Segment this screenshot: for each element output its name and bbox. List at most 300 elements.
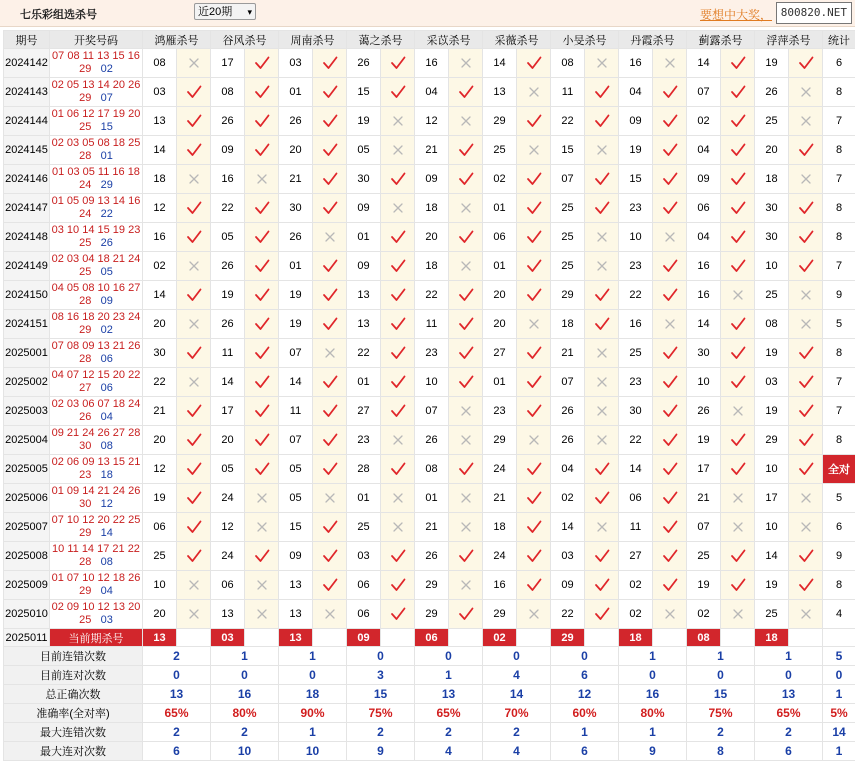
kill-number-cell: 19 (347, 107, 381, 136)
kill-number-cell: 06 (483, 223, 517, 252)
current-kill-number: 13 (143, 629, 177, 647)
result-mark-cell (653, 223, 687, 252)
result-mark-cell (177, 107, 211, 136)
kill-number-cell: 09 (211, 136, 245, 165)
count-cell: 5 (823, 484, 855, 513)
draw-numbers-cell (50, 513, 143, 542)
cross-icon (593, 402, 611, 420)
kill-number-cell: 18 (551, 310, 585, 339)
kill-number-cell: 13 (143, 107, 177, 136)
result-mark-cell (585, 484, 619, 513)
kill-number-cell: 07 (415, 397, 449, 426)
kill-number-cell: 10 (755, 455, 789, 484)
check-icon (389, 228, 407, 246)
check-icon (321, 431, 339, 449)
result-mark-cell (381, 136, 415, 165)
kill-number-cell: 13 (347, 310, 381, 339)
kill-number-cell: 02 (687, 107, 721, 136)
check-icon (729, 54, 747, 72)
check-icon (525, 576, 543, 594)
empty-cell (381, 629, 415, 647)
kill-number-cell: 01 (483, 194, 517, 223)
current-period-row (4, 629, 855, 647)
stat-value: 2 (755, 723, 823, 742)
result-mark-cell (177, 78, 211, 107)
kill-number-cell: 25 (551, 194, 585, 223)
draw-special-blue: 06 (100, 382, 113, 394)
stat-label: 目前连对次数 (4, 666, 143, 685)
kill-number-cell: 23 (415, 339, 449, 368)
check-icon (797, 141, 815, 159)
draw-special-blue: 04 (100, 585, 113, 597)
check-icon (661, 112, 679, 130)
result-mark-cell (245, 397, 279, 426)
current-kill-number: 08 (687, 629, 721, 647)
result-mark-cell (721, 136, 755, 165)
check-icon (253, 344, 271, 362)
draw-numbers-cell (50, 165, 143, 194)
check-icon (253, 286, 271, 304)
current-kill-number: 18 (755, 629, 789, 647)
kill-number-cell: 22 (551, 600, 585, 629)
check-icon (729, 315, 747, 333)
stat-value: 0 (211, 666, 279, 685)
check-icon (389, 605, 407, 623)
check-icon (593, 83, 611, 101)
kill-number-cell: 02 (619, 571, 653, 600)
stat-value: 65% (143, 704, 211, 723)
check-icon (661, 547, 679, 565)
result-mark-cell (177, 252, 211, 281)
check-icon (661, 489, 679, 507)
stat-value: 80% (619, 704, 687, 723)
period-cell: 2025001 (4, 339, 50, 368)
result-mark-cell (585, 165, 619, 194)
result-mark-cell (517, 571, 551, 600)
result-mark-cell (381, 165, 415, 194)
draw-extra-red: 26 (79, 411, 92, 423)
cross-icon (593, 431, 611, 449)
draw-extra-numbers (50, 237, 142, 250)
result-mark-cell (517, 223, 551, 252)
count-cell: 6 (823, 513, 855, 542)
stat-value: 0 (687, 666, 755, 685)
table-row (4, 223, 855, 252)
empty-cell (245, 629, 279, 647)
kill-number-cell: 05 (211, 223, 245, 252)
result-mark-cell (653, 165, 687, 194)
kill-number-cell: 25 (551, 252, 585, 281)
check-icon (797, 199, 815, 217)
stat-value: 6 (143, 742, 211, 761)
result-mark-cell (381, 310, 415, 339)
kill-number-cell: 29 (415, 600, 449, 629)
draw-extra-numbers (50, 556, 142, 569)
result-mark-cell (449, 484, 483, 513)
count-cell: 9 (823, 281, 855, 310)
kill-number-cell: 19 (755, 339, 789, 368)
cross-icon (729, 402, 747, 420)
result-mark-cell (789, 426, 823, 455)
check-icon (729, 199, 747, 217)
result-mark-cell (721, 223, 755, 252)
draw-numbers-cell (50, 223, 143, 252)
result-mark-cell (789, 600, 823, 629)
draw-special-blue: 05 (100, 266, 113, 278)
result-mark-cell (653, 136, 687, 165)
result-mark-cell (585, 49, 619, 78)
result-mark-cell (381, 455, 415, 484)
check-icon (797, 373, 815, 391)
kill-number-cell: 04 (551, 455, 585, 484)
cross-icon (457, 54, 475, 72)
draw-main-numbers: 02 03 04 18 21 24 (51, 253, 141, 265)
draw-extra-red: 24 (79, 179, 92, 191)
kill-number-cell: 24 (211, 484, 245, 513)
check-icon (729, 576, 747, 594)
table-row (4, 455, 855, 484)
result-mark-cell (381, 368, 415, 397)
site-brand: 800820.NET (776, 2, 852, 24)
check-icon (185, 344, 203, 362)
kill-number-cell: 30 (687, 339, 721, 368)
result-mark-cell (245, 107, 279, 136)
table-row (4, 484, 855, 513)
stat-value: 0 (279, 666, 347, 685)
draw-numbers-cell (50, 484, 143, 513)
kill-number-cell: 24 (483, 542, 517, 571)
kill-number-cell: 10 (415, 368, 449, 397)
kill-number-cell: 25 (687, 542, 721, 571)
kill-number-cell: 21 (143, 397, 177, 426)
empty-cell (449, 629, 483, 647)
stat-label: 总正确次数 (4, 685, 143, 704)
stat-value: 60% (551, 704, 619, 723)
draw-main-numbers: 04 07 12 15 20 22 (51, 369, 141, 381)
current-kill-number: 03 (211, 629, 245, 647)
kill-number-cell: 29 (483, 426, 517, 455)
stat-value: 2 (211, 723, 279, 742)
kill-number-cell: 09 (279, 542, 313, 571)
count-cell: 8 (823, 571, 855, 600)
cross-icon (185, 605, 203, 623)
check-icon (729, 83, 747, 101)
result-mark-cell (245, 600, 279, 629)
period-range-select[interactable] (194, 3, 256, 20)
kill-number-cell: 05 (279, 484, 313, 513)
check-icon (525, 286, 543, 304)
result-mark-cell (313, 571, 347, 600)
draw-numbers-cell (50, 49, 143, 78)
check-icon (525, 54, 543, 72)
result-mark-cell (721, 339, 755, 368)
kill-number-cell: 30 (279, 194, 313, 223)
kill-number-cell: 07 (551, 368, 585, 397)
stat-row (4, 704, 855, 723)
col-header-count: 统计 (823, 31, 855, 49)
check-icon (525, 344, 543, 362)
draw-main-numbers: 07 10 12 20 22 25 (51, 514, 141, 526)
result-mark-cell (721, 484, 755, 513)
check-icon (253, 199, 271, 217)
period-cell: 2024145 (4, 136, 50, 165)
check-icon (661, 199, 679, 217)
result-mark-cell (381, 542, 415, 571)
stat-total: 14 (823, 723, 855, 742)
draw-special-blue: 26 (100, 237, 113, 249)
check-icon (457, 605, 475, 623)
stat-value: 15 (347, 685, 415, 704)
stat-value: 1 (211, 647, 279, 666)
result-mark-cell (653, 455, 687, 484)
check-icon (389, 460, 407, 478)
check-icon (389, 286, 407, 304)
draw-main-numbers: 03 10 14 15 19 23 (51, 224, 141, 236)
empty-cell (789, 629, 823, 647)
result-mark-cell (381, 513, 415, 542)
kill-number-cell: 18 (143, 165, 177, 194)
kill-number-cell: 29 (755, 426, 789, 455)
kill-number-cell: 21 (483, 484, 517, 513)
kill-number-cell: 11 (211, 339, 245, 368)
kill-number-cell: 13 (279, 600, 313, 629)
kill-number-cell: 16 (619, 49, 653, 78)
empty-cell (721, 629, 755, 647)
table-row (4, 368, 855, 397)
result-mark-cell (313, 107, 347, 136)
stat-value: 1 (755, 647, 823, 666)
col-header-numbers: 开奖号码 (50, 31, 143, 49)
result-mark-cell (177, 49, 211, 78)
stat-total: 5 (823, 647, 855, 666)
result-mark-cell (381, 484, 415, 513)
result-mark-cell (449, 252, 483, 281)
check-icon (797, 54, 815, 72)
count-cell: 8 (823, 78, 855, 107)
result-mark-cell (517, 484, 551, 513)
kill-number-cell: 23 (483, 397, 517, 426)
stat-value: 0 (619, 666, 687, 685)
check-icon (797, 344, 815, 362)
cross-icon (321, 228, 339, 246)
stat-value: 4 (483, 742, 551, 761)
draw-extra-red: 28 (79, 295, 92, 307)
cross-icon (729, 605, 747, 623)
kill-number-cell: 25 (483, 136, 517, 165)
cross-icon (457, 489, 475, 507)
kill-number-cell: 09 (551, 571, 585, 600)
result-mark-cell (653, 281, 687, 310)
kill-number-cell: 17 (211, 397, 245, 426)
result-mark-cell (653, 368, 687, 397)
kill-number-cell: 16 (619, 310, 653, 339)
result-mark-cell (653, 600, 687, 629)
kill-number-cell: 22 (143, 368, 177, 397)
draw-extra-numbers (50, 411, 142, 424)
kill-number-cell: 08 (143, 49, 177, 78)
kill-number-cell: 04 (687, 136, 721, 165)
check-icon (525, 112, 543, 130)
kill-number-cell: 05 (211, 455, 245, 484)
cross-icon (457, 518, 475, 536)
stat-value: 0 (755, 666, 823, 685)
result-mark-cell (245, 78, 279, 107)
kill-number-cell: 03 (755, 368, 789, 397)
result-mark-cell (313, 165, 347, 194)
result-mark-cell (517, 252, 551, 281)
result-mark-cell (245, 223, 279, 252)
kill-number-cell: 16 (687, 252, 721, 281)
result-mark-cell (789, 397, 823, 426)
empty-cell (585, 629, 619, 647)
kill-number-cell: 22 (211, 194, 245, 223)
kill-number-cell: 22 (415, 281, 449, 310)
stat-value: 0 (483, 647, 551, 666)
top-bar (0, 0, 855, 27)
result-mark-cell (245, 339, 279, 368)
empty-cell (823, 629, 855, 647)
cross-icon (525, 83, 543, 101)
result-mark-cell (653, 78, 687, 107)
stat-value: 1 (551, 723, 619, 742)
draw-extra-numbers (50, 121, 142, 134)
check-icon (185, 112, 203, 130)
current-kill-number: 02 (483, 629, 517, 647)
result-mark-cell (721, 107, 755, 136)
kill-number-cell: 09 (619, 107, 653, 136)
draw-extra-numbers (50, 498, 142, 511)
check-icon (797, 547, 815, 565)
stat-value: 16 (619, 685, 687, 704)
kill-number-cell: 19 (211, 281, 245, 310)
result-mark-cell (653, 513, 687, 542)
result-mark-cell (245, 252, 279, 281)
stat-value: 2 (143, 723, 211, 742)
kill-number-cell: 16 (687, 281, 721, 310)
table-row (4, 600, 855, 629)
result-mark-cell (721, 281, 755, 310)
check-icon (389, 83, 407, 101)
check-icon (321, 402, 339, 420)
kill-number-cell: 17 (211, 49, 245, 78)
kill-number-cell: 15 (551, 136, 585, 165)
kill-number-cell: 22 (551, 107, 585, 136)
col-header-expert: 蓟露杀号 (687, 31, 755, 49)
check-icon (661, 286, 679, 304)
draw-numbers-cell (50, 310, 143, 339)
kill-number-cell: 14 (143, 136, 177, 165)
result-mark-cell (313, 281, 347, 310)
period-cell: 2024147 (4, 194, 50, 223)
kill-number-cell: 10 (755, 513, 789, 542)
draw-main-numbers: 01 06 12 17 19 20 (51, 108, 141, 120)
kill-number-cell: 12 (415, 107, 449, 136)
table-row (4, 281, 855, 310)
cross-icon (729, 286, 747, 304)
result-mark-cell (313, 194, 347, 223)
result-mark-cell (721, 426, 755, 455)
stat-row (4, 723, 855, 742)
kill-number-cell: 09 (687, 165, 721, 194)
result-mark-cell (177, 513, 211, 542)
draw-special-blue: 07 (100, 92, 113, 104)
result-mark-cell (789, 281, 823, 310)
draw-extra-red: 25 (79, 614, 92, 626)
stat-row (4, 742, 855, 761)
draw-special-blue: 22 (100, 208, 113, 220)
cross-icon (253, 605, 271, 623)
promo-link[interactable]: 要想中大奖， (700, 8, 773, 22)
check-icon (457, 286, 475, 304)
kill-number-cell: 14 (279, 368, 313, 397)
col-header-period: 期号 (4, 31, 50, 49)
result-mark-cell (585, 252, 619, 281)
period-cell: 2025003 (4, 397, 50, 426)
result-mark-cell (245, 484, 279, 513)
check-icon (185, 141, 203, 159)
check-icon (321, 547, 339, 565)
draw-main-numbers: 08 16 18 20 23 24 (51, 311, 141, 323)
stat-value: 6 (551, 666, 619, 685)
draw-main-numbers: 01 03 05 11 16 18 (52, 166, 140, 178)
cross-icon (253, 170, 271, 188)
kill-number-cell: 27 (483, 339, 517, 368)
kill-number-cell: 01 (347, 223, 381, 252)
draw-special-blue: 12 (100, 498, 113, 510)
result-mark-cell (721, 165, 755, 194)
draw-extra-numbers (50, 63, 142, 76)
result-mark-cell (585, 223, 619, 252)
result-mark-cell (381, 571, 415, 600)
result-mark-cell (449, 542, 483, 571)
draw-numbers-cell (50, 600, 143, 629)
draw-extra-numbers (50, 469, 142, 482)
cross-icon (797, 315, 815, 333)
check-icon (321, 518, 339, 536)
cross-icon (457, 402, 475, 420)
check-icon (729, 373, 747, 391)
check-icon (593, 489, 611, 507)
result-mark-cell (381, 78, 415, 107)
cross-icon (185, 54, 203, 72)
result-mark-cell (449, 136, 483, 165)
stat-value: 14 (483, 685, 551, 704)
period-range-value: 近20期 (198, 6, 233, 18)
result-mark-cell (653, 310, 687, 339)
result-mark-cell (585, 571, 619, 600)
result-mark-cell (313, 426, 347, 455)
kill-number-cell: 22 (619, 281, 653, 310)
kill-number-cell: 25 (143, 542, 177, 571)
stat-value: 2 (415, 723, 483, 742)
draw-main-numbers: 10 11 14 17 21 22 (52, 543, 140, 555)
result-mark-cell (721, 513, 755, 542)
current-kill-number: 18 (619, 629, 653, 647)
kill-number-cell: 29 (415, 571, 449, 600)
draw-extra-red: 28 (79, 150, 92, 162)
check-icon (321, 199, 339, 217)
check-icon (729, 257, 747, 275)
result-mark-cell (789, 49, 823, 78)
stat-value: 16 (211, 685, 279, 704)
check-icon (661, 344, 679, 362)
kill-number-cell: 30 (143, 339, 177, 368)
cross-icon (797, 170, 815, 188)
result-mark-cell (449, 310, 483, 339)
result-mark-cell (381, 223, 415, 252)
kill-number-cell: 25 (755, 107, 789, 136)
check-icon (525, 373, 543, 391)
